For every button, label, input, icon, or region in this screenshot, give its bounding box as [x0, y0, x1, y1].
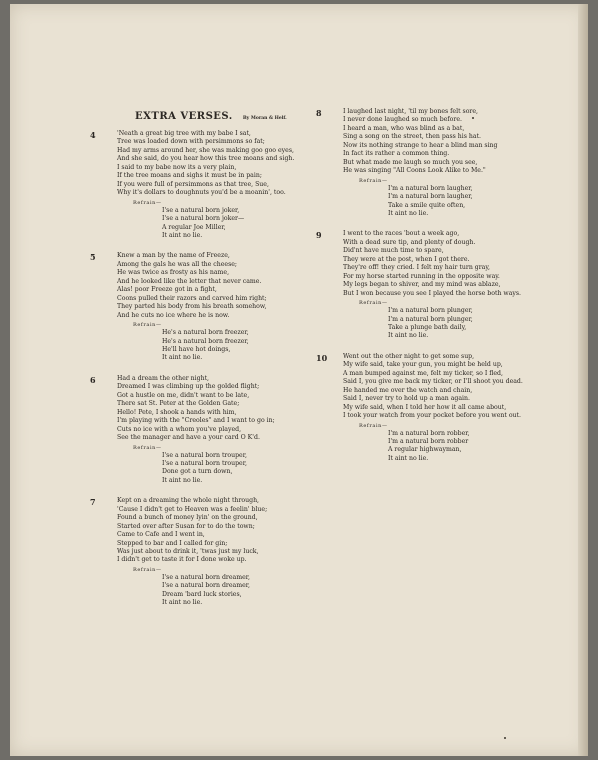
right-column: [316, 108, 576, 475]
refrain-line: I'm a natural born laugher,: [388, 193, 473, 201]
author-credit: By Moran & Helf.: [242, 116, 287, 121]
verse-line: Hello! Pete, I shook a hands with him,: [117, 408, 237, 416]
refrain-label: Refrain—: [359, 422, 388, 429]
refrain-line: A regular highwayman,: [388, 446, 462, 454]
refrain-line: He's a natural born freezer,: [162, 337, 249, 345]
verse-line: He was twice as frosty as his name,: [117, 269, 230, 277]
refrain-line: I'm a natural born robber: [388, 437, 469, 445]
refrain-line: I'se a natural born dreamer,: [162, 573, 250, 581]
verse-line: But I won because you see I played the horse both ways.: [343, 289, 522, 297]
verse-number: 9: [316, 230, 322, 241]
page-title: EXTRA VERSES.: [135, 111, 233, 122]
refrain-line: It aint no lie.: [162, 354, 203, 362]
verse-line: And he cuts no ice where he is now.: [117, 311, 230, 319]
verse-line: I laughed last night, 'til my bones felt sore,: [343, 108, 479, 115]
verse-line: Cuts no ice with a whom you've played,: [117, 425, 242, 433]
verse-line: Sing a song on the street, then pass his hat.: [343, 133, 482, 141]
verse-number: 8: [316, 108, 322, 118]
verse-line: Why it's dollars to doughnuts you'd be a moanin', too.: [117, 189, 286, 197]
verse-line: Knew a man by the name of Freeze,: [117, 252, 230, 260]
verse-line: Dreamed I was climbing up the golded flight;: [117, 383, 260, 391]
left-column: [90, 104, 330, 620]
refrain-line: Done got a turn down,: [162, 468, 233, 476]
verse-line: My wife said, when I told her how it all came about,: [343, 403, 507, 411]
verse-line: Alas! poor Freeze got in a fight,: [117, 286, 217, 294]
refrain-line: A regular Joe Miller,: [162, 223, 226, 231]
verse-line: Stepped to bar and I called for gin;: [117, 539, 228, 547]
refrain-line: It aint no lie.: [162, 476, 203, 484]
refrain-line: I'se a natural born trouper,: [162, 459, 247, 467]
page-edge: [578, 4, 588, 756]
refrain-line: I'm a natural born laugher,: [388, 184, 473, 192]
verse-number: 7: [90, 497, 96, 508]
refrain-line: I'm a natural born plunger,: [388, 315, 473, 323]
verse-line: With a dead sure tip, and plenty of dough.: [343, 238, 476, 246]
refrain-label: Refrain—: [133, 199, 162, 206]
verse-7: [90, 497, 330, 607]
verse-line: I said to my babe now its a very plain,: [117, 163, 237, 171]
refrain-line: He'll have hot doings,: [162, 345, 231, 353]
verse-line: I heard a man, who was blind as a bat,: [343, 124, 465, 132]
verse-line: Said I, you give me back my ticker, or I'll shoot you dead.: [343, 378, 523, 386]
verse-line: Kept on a dreaming the whole night through,: [117, 497, 260, 505]
refrain-line: I'se a natural born trouper,: [162, 451, 247, 459]
refrain-line: It aint no lie.: [388, 454, 429, 462]
verse-9: [316, 230, 576, 340]
verse-line: And he looked like the letter that never came.: [117, 277, 262, 285]
verse-line: Had a dream the other night,: [117, 374, 210, 382]
verse-line: For my horse started running in the opposite way.: [343, 272, 500, 280]
refrain: [162, 574, 330, 608]
verse-6: [90, 375, 330, 485]
verse-line: Did'nt have much time to spare,: [343, 247, 444, 255]
refrain: [162, 452, 330, 486]
verse-line: A man bumped against me, felt my ticker, so I fled,: [343, 369, 503, 377]
verse-line: But what made me laugh so much you see,: [343, 158, 478, 166]
refrain-line: I'se a natural born joker,: [162, 206, 240, 214]
refrain: [162, 329, 330, 363]
refrain-line: I'se a natural born dreamer,: [162, 582, 250, 590]
verse-line: Coons pulled their razors and carved him right;: [117, 294, 267, 302]
verse-line: If the tree moans and sighs it must be in pain;: [117, 172, 262, 180]
verse-8: [316, 108, 576, 218]
refrain-line: Take a smile quite often,: [388, 201, 466, 209]
verse-line: I'm playing with the "Creoles" and I want to go in;: [117, 417, 275, 425]
verse-line: In fact its rather a common thing.: [343, 150, 450, 158]
verse-line: There sat St. Peter at the Golden Gate;: [117, 400, 240, 408]
verse-line: He was singing "All Coons Look Alike to Me.": [343, 167, 486, 175]
verse-line: If you were full of persimmons as that tree, Sue,: [117, 180, 269, 188]
verse-line: They were at the post, when I got there.: [343, 255, 470, 263]
refrain-line: He's a natural born freezer,: [162, 329, 249, 337]
verse-line: 'Neath a great big tree with my babe I sat,: [117, 130, 251, 137]
verse-line: Started over after Susan for to do the town;: [117, 522, 255, 530]
verse-line: My wife said, take your gun, you might be held up,: [343, 361, 503, 369]
verse-line: They're off! they cried. I felt my hair turn gray,: [343, 264, 491, 272]
refrain: [388, 185, 576, 219]
verse-line: I went to the races 'bout a week ago,: [343, 230, 460, 238]
verse-line: Had my arms around her, she was making goo goo eyes,: [117, 146, 294, 154]
refrain-line: It aint no lie.: [162, 599, 203, 607]
verse-number: 4: [90, 130, 96, 140]
refrain-label: Refrain—: [359, 300, 388, 307]
refrain: [162, 207, 330, 241]
verse-4: [90, 130, 330, 240]
verse-line: They parted his body from his breath somehow,: [117, 303, 267, 311]
verse-line: I never done laughed so much before.: [343, 116, 462, 124]
verse-number: 5: [90, 252, 96, 263]
verse-line: Among the gals he was all the cheese;: [117, 260, 237, 268]
refrain-line: I'm a natural born robber,: [388, 429, 470, 437]
title-row: [135, 104, 330, 122]
verse-line: And she said, do you hear how this tree moans and sigh.: [117, 155, 295, 163]
verse-line: He handed me over the watch and chain,: [343, 386, 473, 394]
verse-line: Got a hustle on me, didn't want to be late,: [117, 391, 250, 399]
verse-number: 6: [90, 374, 96, 385]
verse-line: See the manager and have a your card O K'd.: [117, 434, 260, 442]
refrain-line: Dream 'bard luck stories,: [162, 590, 242, 598]
verse-line: I took your watch from your pocket before you went out.: [343, 412, 521, 420]
verse-line: Found a bunch of money lyin' on the ground,: [117, 514, 258, 522]
paper-speck: [504, 737, 506, 739]
verse-10: [316, 353, 576, 463]
refrain-line: Take a plunge bath daily,: [388, 323, 467, 331]
verse-line: Was just about to drink it, 'twas just my luck,: [117, 548, 259, 556]
refrain-label: Refrain—: [359, 177, 388, 184]
verse-line: Came to Cafe and I went in,: [117, 531, 205, 539]
refrain-label: Refrain—: [133, 566, 162, 573]
verse-line: 'Cause I didn't get to Heaven was a feelin' blue;: [117, 505, 268, 513]
refrain-label: Refrain—: [133, 322, 162, 329]
refrain-line: It aint no lie.: [388, 332, 429, 340]
refrain-label: Refrain—: [133, 444, 162, 451]
refrain-line: I'm a natural born plunger,: [388, 307, 473, 315]
verse-line: Went out the other night to get some sup,: [343, 352, 475, 360]
verse-number: 10: [316, 352, 328, 363]
refrain-line: It aint no lie.: [388, 209, 429, 217]
refrain: [388, 307, 576, 341]
verse-line: Now its nothing strange to hear a blind man sing: [343, 141, 498, 149]
verse-line: My legs began to shiver, and my mind was ablaze,: [343, 281, 501, 289]
refrain: [388, 430, 576, 464]
refrain-line: It aint no lie.: [162, 231, 203, 239]
verse-line: Tree was loaded down with persimmons so fat;: [117, 138, 265, 146]
verse-line: Said I, never try to hold up a man again.: [343, 395, 470, 403]
refrain-line: I'se a natural born joker—: [162, 215, 245, 223]
sheet-music-page: [10, 4, 588, 756]
verse-5: [90, 252, 330, 362]
verse-line: I didn't get to taste it for I done woke up.: [117, 556, 247, 564]
